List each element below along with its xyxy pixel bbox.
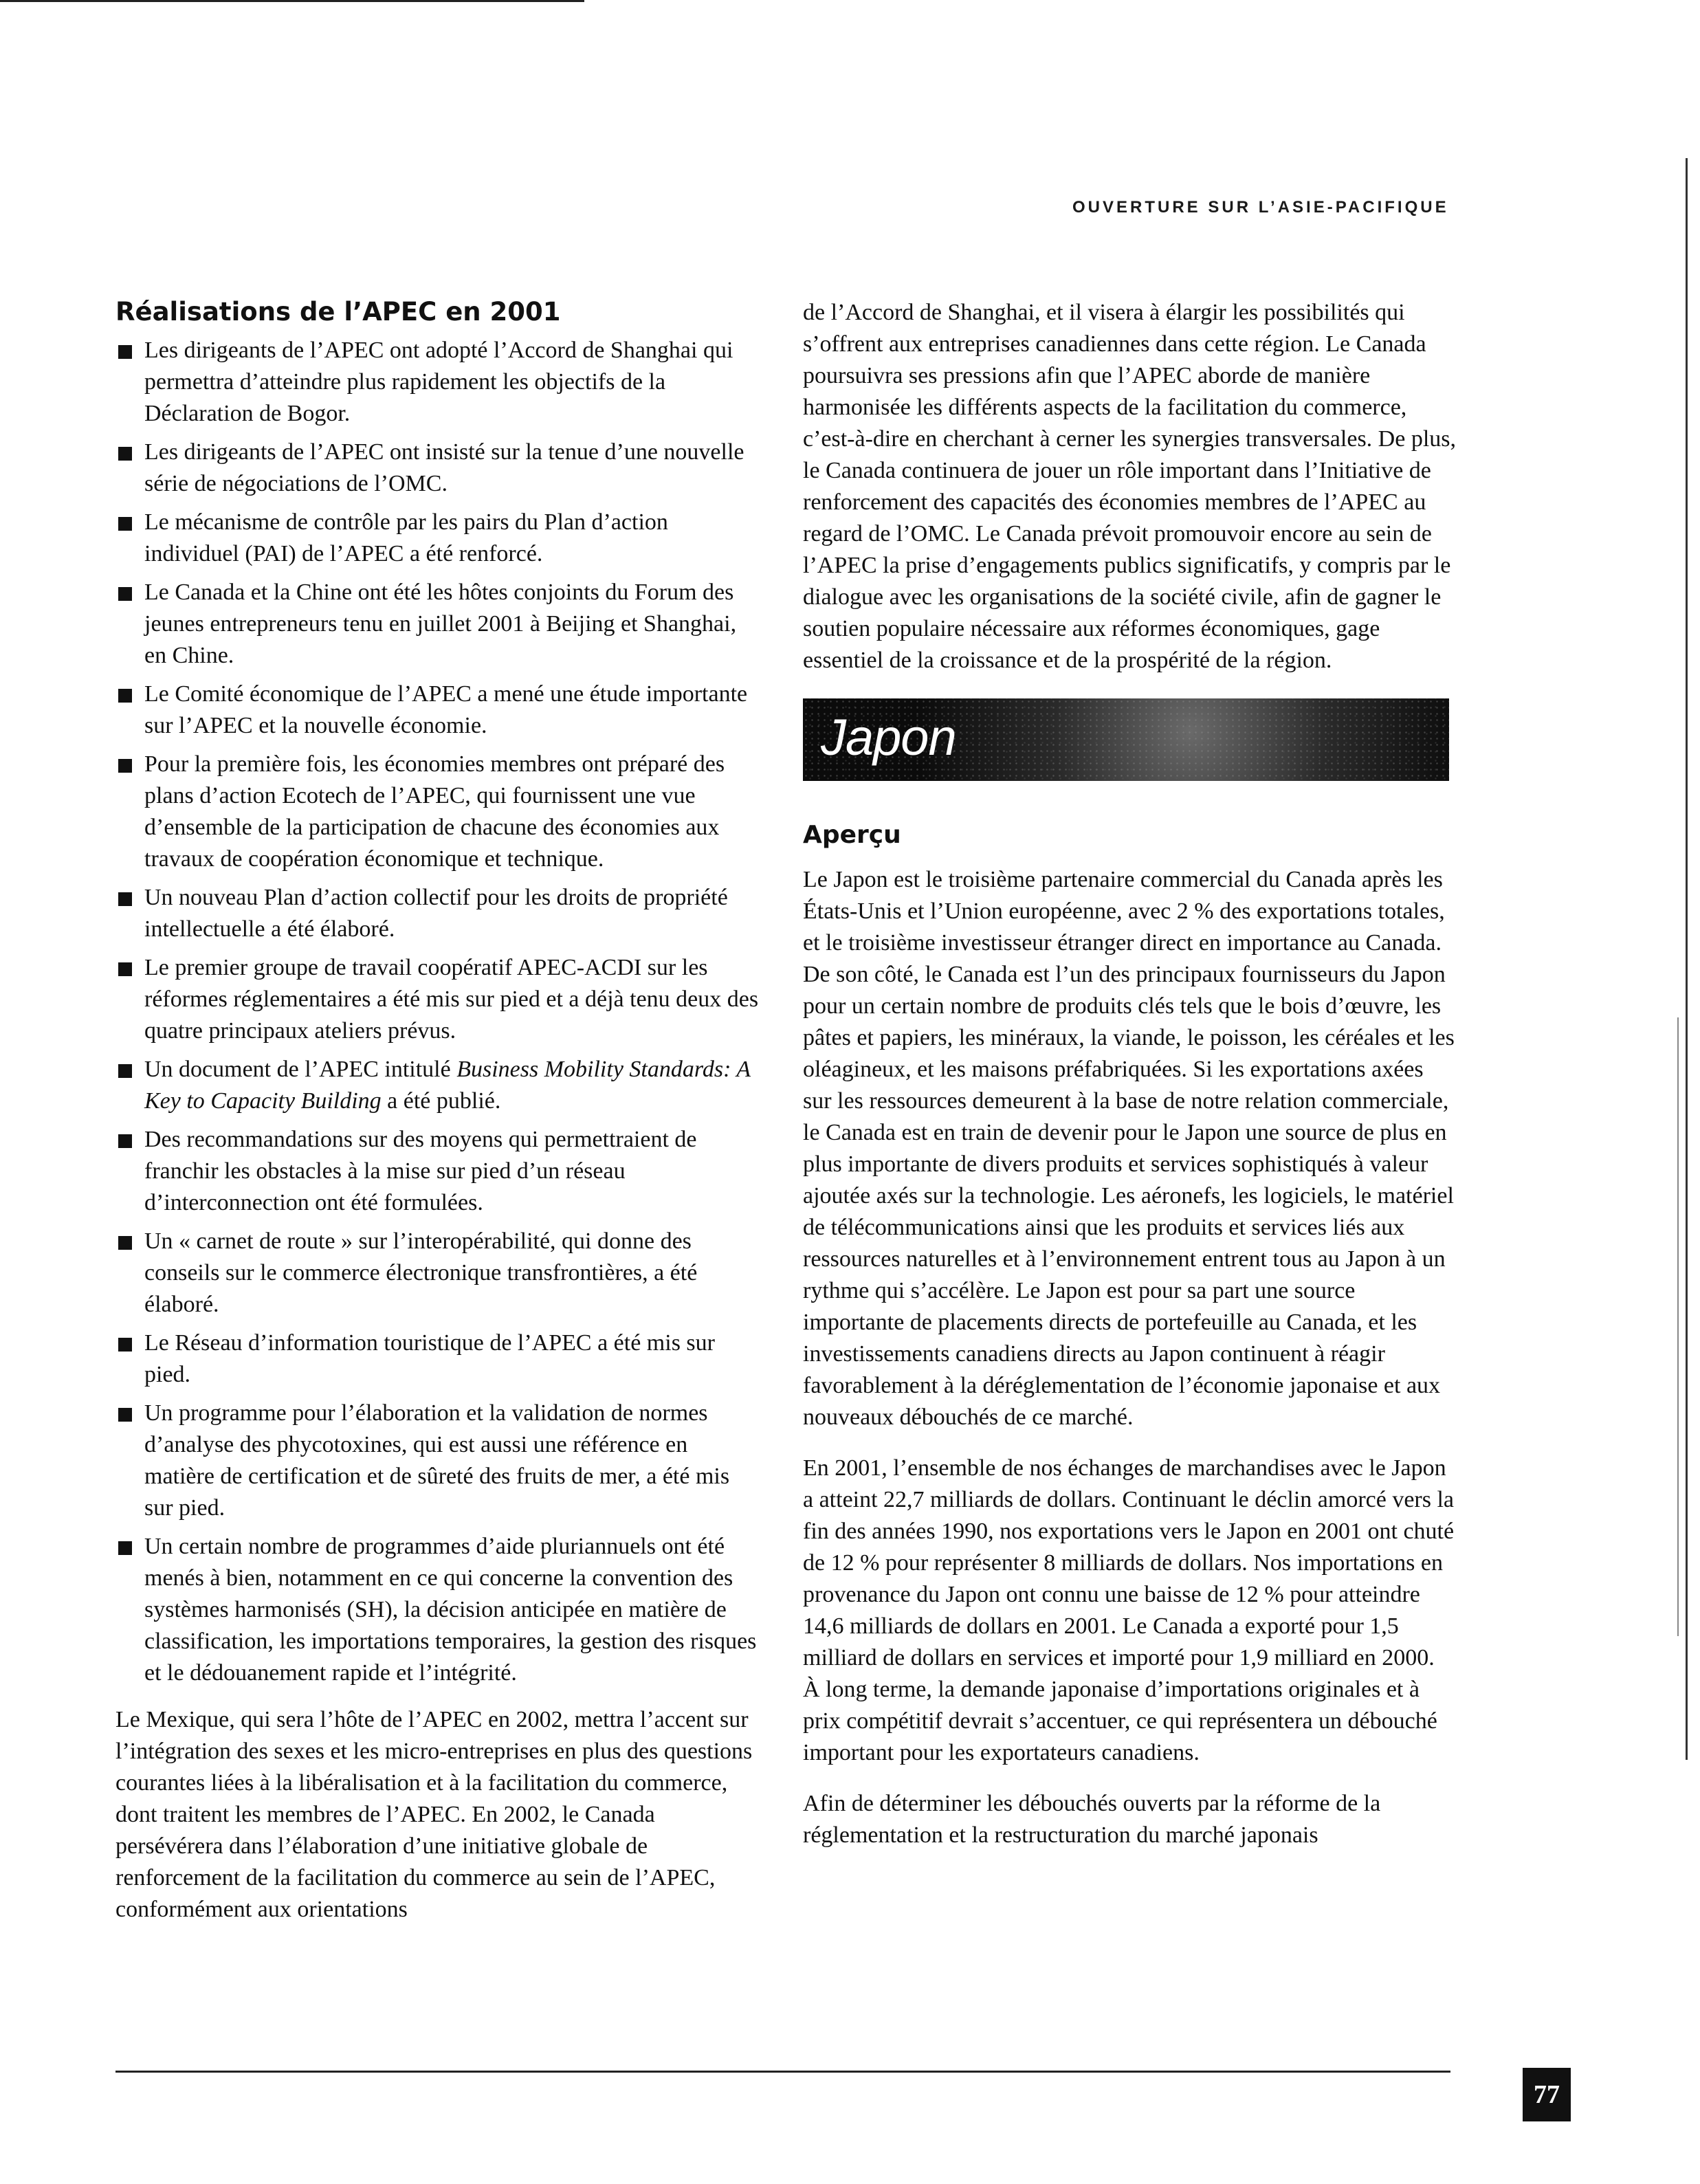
scan-artifact-right-edge [1686, 158, 1688, 1760]
bullet-square-icon [118, 962, 132, 976]
list-item-text: Le Comité économique de l’APEC a mené une étude importante sur l’APEC et la nouvelle économie. [144, 681, 748, 738]
footer-rule [115, 2071, 1450, 2073]
list-item [115, 335, 762, 430]
bullet-square-icon [118, 689, 132, 703]
continuation-paragraph: de l’Accord de Shanghai, et il visera à élargir les possibilités qui s’offrent aux entreprises canadiennes dans cette région. Le Canada poursuivra ses pressions afin que l’APEC aborde de manière harmonisée les différents aspects de la facilitation du commerce, c’est-à-dire en cherchant à cerner les synergies transversales. De plus, le Canada continuera de jouer un rôle important dans l’Initiative de renforcement des capacités des économies membres de l’APEC au regard de l’OMC. Le Canada prévoit promouvoir encore au sein de l’APEC la prise d’engagements publics significatifs, y compris par le dialogue avec les organisations de la société civile, afin de gagner le soutien populaire nécessaire aux réformes économiques, gage essentiel de la croissance et de la prospérité de la région. [803, 300, 1456, 673]
list-item-text: Un programme pour l’élaboration et la validation de normes d’analyse des phycotoxines, qui est aussi une référence en matière de certification et de sûreté des fruits de mer, a été mis sur pied. [144, 1400, 730, 1521]
list-item-text: Un « carnet de route » sur l’interopérabilité, qui donne des conseils sur le commerce électronique transfrontières, a été élaboré. [144, 1228, 698, 1317]
bullet-square-icon [118, 1541, 132, 1555]
list-item [115, 882, 762, 945]
list-item [115, 577, 762, 672]
publication-prefix: Un document de l’APEC intitulé [144, 1057, 457, 1082]
japon-section-banner [803, 698, 1449, 781]
bullet-square-icon [118, 1408, 132, 1422]
list-item [115, 679, 762, 742]
list-item-text: Les dirigeants de l’APEC ont insisté sur la tenue d’une nouvelle série de négociations de l’OMC. [144, 439, 744, 496]
list-item-publication [115, 1054, 762, 1117]
bullet-square-icon [118, 345, 132, 359]
list-item [115, 952, 762, 1047]
page-number: 77 [1523, 2068, 1571, 2121]
scan-artifact-top-line [0, 0, 584, 2]
bullet-square-icon [118, 1338, 132, 1352]
list-item [115, 1531, 762, 1689]
apec-achievements-list [115, 335, 762, 1689]
right-column [803, 297, 1456, 1871]
japan-reform-paragraph: Afin de déterminer les débouchés ouverts par la réforme de la réglementation et la restructuration du marché japonais [803, 1791, 1381, 1848]
bullet-square-icon [118, 759, 132, 773]
list-item [115, 1327, 762, 1391]
list-item-text: Des recommandations sur des moyens qui permettraient de franchir les obstacles à la mise sur pied d’un réseau d’interconnection ont été formulées. [144, 1127, 697, 1215]
bullet-square-icon [118, 1134, 132, 1148]
scan-artifact-right-edge-secondary [1677, 1017, 1679, 1636]
bullet-square-icon [118, 1236, 132, 1250]
left-column [115, 297, 762, 1945]
publication-title: Business Mobility Standards: A Key to Capacity Building [144, 1057, 751, 1114]
bullet-square-icon [118, 517, 132, 531]
list-item [115, 437, 762, 500]
list-item-text: Le premier groupe de travail coopératif APEC-ACDI sur les réformes réglementaires a été mis sur pied et a déjà tenu deux des quatre principaux ateliers prévus. [144, 955, 759, 1044]
running-head: OUVERTURE SUR L’ASIE-PACIFIQUE [1072, 198, 1449, 217]
list-item [115, 1124, 762, 1219]
list-item-text: Le Réseau d’information touristique de l’APEC a été mis sur pied. [144, 1330, 715, 1387]
list-item-text: Le Canada et la Chine ont été les hôtes conjoints du Forum des jeunes entrepreneurs tenu en juillet 2001 à Beijing et Shanghai, en Chine. [144, 580, 737, 668]
list-item [115, 1226, 762, 1321]
bullet-square-icon [118, 892, 132, 906]
japan-overview-paragraph: Le Japon est le troisième partenaire commercial du Canada après les États-Unis et l’Union européenne, avec 2 % des exportations totales, et le troisième investisseur étranger direct en importance au Canada. De son côté, le Canada est l’un des principaux fournisseurs du Japon pour un certain nombre de produits clés tels que le bois d’œuvre, les pâtes et papiers, les minéraux, la viande, le poisson, les céréales et les oléagineux, et les maisons préfabriquées. Si les exportations axées sur les ressources demeurent à la base de notre relation commerciale, le Canada est en train de devenir pour le Japon une source de plus en plus importante de divers produits et services sophistiqués à valeur ajoutée axés sur la technologie. Les aéronefs, les logiciels, le matériel de télécommunications ainsi que les produits et services liés aux ressources naturelles et à l’environnement entrent tous au Japon à un rythme qui s’accélère. Le Japon est pour sa part une source importante de placements directs de portefeuille au Canada, et les investissements canadiens directs au Japon continuent à réagir favorablement à la déréglementation de l’économie japonaise et aux nouveaux débouchés de ce marché. [803, 867, 1455, 1430]
list-item [115, 507, 762, 570]
japan-trade-paragraph: En 2001, l’ensemble de nos échanges de marchandises avec le Japon a atteint 22,7 milliards de dollars. Continuant le déclin amorcé vers la fin des années 1990, nos exportations vers le Japon en 2001 ont chuté de 12 % pour représenter 8 milliards de dollars. Nos importations en provenance du Japon ont connu une baisse de 12 % pour atteindre 14,6 milliards de dollars en 2001. Le Canada a exporté pour 1,5 milliard de dollars en services et importé pour 1,9 milliard en 2000. À long terme, la demande japonaise d’importations originales et à prix compétitif devrait s’accentuer, ce qui représentera un débouché important pour les exportateurs canadiens. [803, 1455, 1455, 1765]
list-item-text: Un certain nombre de programmes d’aide pluriannuels ont été menés à bien, notamment en ce qui concerne la convention des systèmes harmonisés (SH), la décision anticipée en matière de classification, les importations temporaires, la gestion des risques et le dédouanement rapide et l’intégrité. [144, 1534, 757, 1686]
subheading-apercu: Aperçu [803, 821, 901, 849]
bullet-square-icon [118, 1064, 132, 1078]
publication-suffix: a été publié. [381, 1088, 501, 1114]
bullet-square-icon [118, 447, 132, 461]
banner-title: Japon [821, 709, 956, 766]
list-item [115, 749, 762, 875]
list-item-text: Pour la première fois, les économies membres ont préparé des plans d’action Ecotech de l’APEC, qui fournissent une vue d’ensemble de la participation de chacune des économies aux travaux de coopération économique et technique. [144, 751, 725, 872]
list-item-text: Les dirigeants de l’APEC ont adopté l’Accord de Shanghai qui permettra d’atteindre plus rapidement les objectifs de la Déclaration de Bogor. [144, 338, 733, 426]
mexico-apec-paragraph: Le Mexique, qui sera l’hôte de l’APEC en 2002, mettra l’accent sur l’intégration des sexes et les micro-entreprises en plus des questions courantes liées à la libéralisation et à la facilitation du commerce, dont traitent les membres de l’APEC. En 2002, le Canada persévérera dans l’élaboration d’une initiative globale de renforcement de la facilitation du commerce au sein de l’APEC, conformément aux orientations [115, 1707, 753, 1922]
list-item [115, 1398, 762, 1524]
section-heading-apec-2001: Réalisations de l’APEC en 2001 [115, 297, 561, 327]
bullet-square-icon [118, 587, 132, 601]
list-item-text: Un nouveau Plan d’action collectif pour les droits de propriété intellectuelle a été élaboré. [144, 885, 728, 942]
list-item-text: Le mécanisme de contrôle par les pairs du Plan d’action individuel (PAI) de l’APEC a été renforcé. [144, 509, 668, 566]
